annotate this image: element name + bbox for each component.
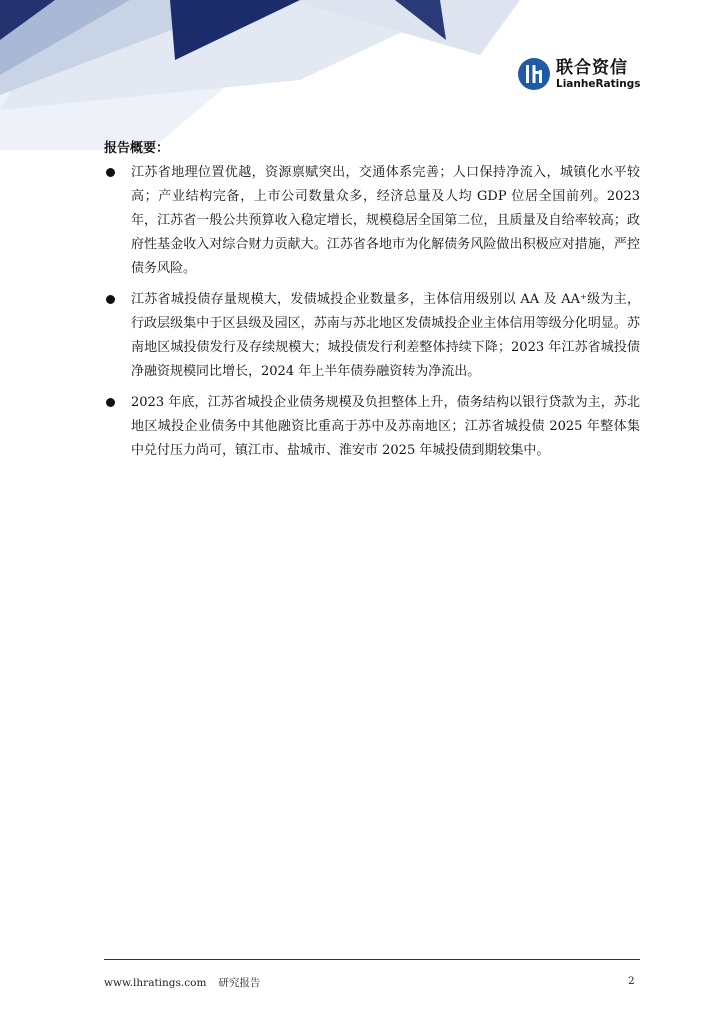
summary-item-text: 2023 年底，江苏省城投企业债务规模及负担整体上升，债务结构以银行贷款为主，苏北地区城投企业债务中其他融资比重高于苏中及苏南地区；江苏省城投债 2025 年整体集中兑付压力尚可，镇江市、盐城市、淮安市 2025 年城投债到期较集中。 xyxy=(131,395,640,458)
bullet-dot-icon xyxy=(106,398,115,407)
summary-item-text: 江苏省地理位置优越，资源禀赋突出，交通体系完善；人口保持净流入，城镇化水平较高；产业结构完备，上市公司数量众多，经济总量及人均 GDP 位居全国前列。2023 年，江苏省一般公共预算收入稳定增长，规模稳居全国第二位，且质量及自给率较高；政府性基金收入对综合财力贡献大。江苏省各地市为化解债务风险做出积极应对措施，严控债务风险。 xyxy=(131,165,640,276)
brand-name-en: LianheRatings xyxy=(556,77,641,90)
bullet-dot-icon xyxy=(106,295,115,304)
brand-name-cn: 联合资信 xyxy=(556,57,628,78)
lianhe-logo-icon xyxy=(517,57,551,91)
summary-list xyxy=(104,161,640,470)
summary-item xyxy=(104,288,640,384)
footer-website-link[interactable]: www.lhratings.com xyxy=(104,977,207,989)
bullet-dot-icon xyxy=(106,168,115,177)
summary-item xyxy=(104,161,640,281)
page-number: 2 xyxy=(628,975,635,987)
footer-doc-type: 研究报告 xyxy=(218,977,261,989)
footer-divider xyxy=(104,959,640,960)
summary-item xyxy=(104,391,640,463)
summary-item-text: 江苏省城投债存量规模大，发债城投企业数量多，主体信用级别以 AA 及 AA⁺级为主，行政层级集中于区县级及园区，苏南与苏北地区发债城投企业主体信用等级分化明显。苏南地区城投债发行及存续规模大；城投债发行利差整体持续下降；2023 年江苏省城投债净融资规模同比增长，2024 年上半年债券融资转为净流出。 xyxy=(131,292,640,379)
footer-info xyxy=(104,975,260,990)
brand-logo xyxy=(517,56,640,92)
section-title: 报告概要： xyxy=(104,141,170,156)
